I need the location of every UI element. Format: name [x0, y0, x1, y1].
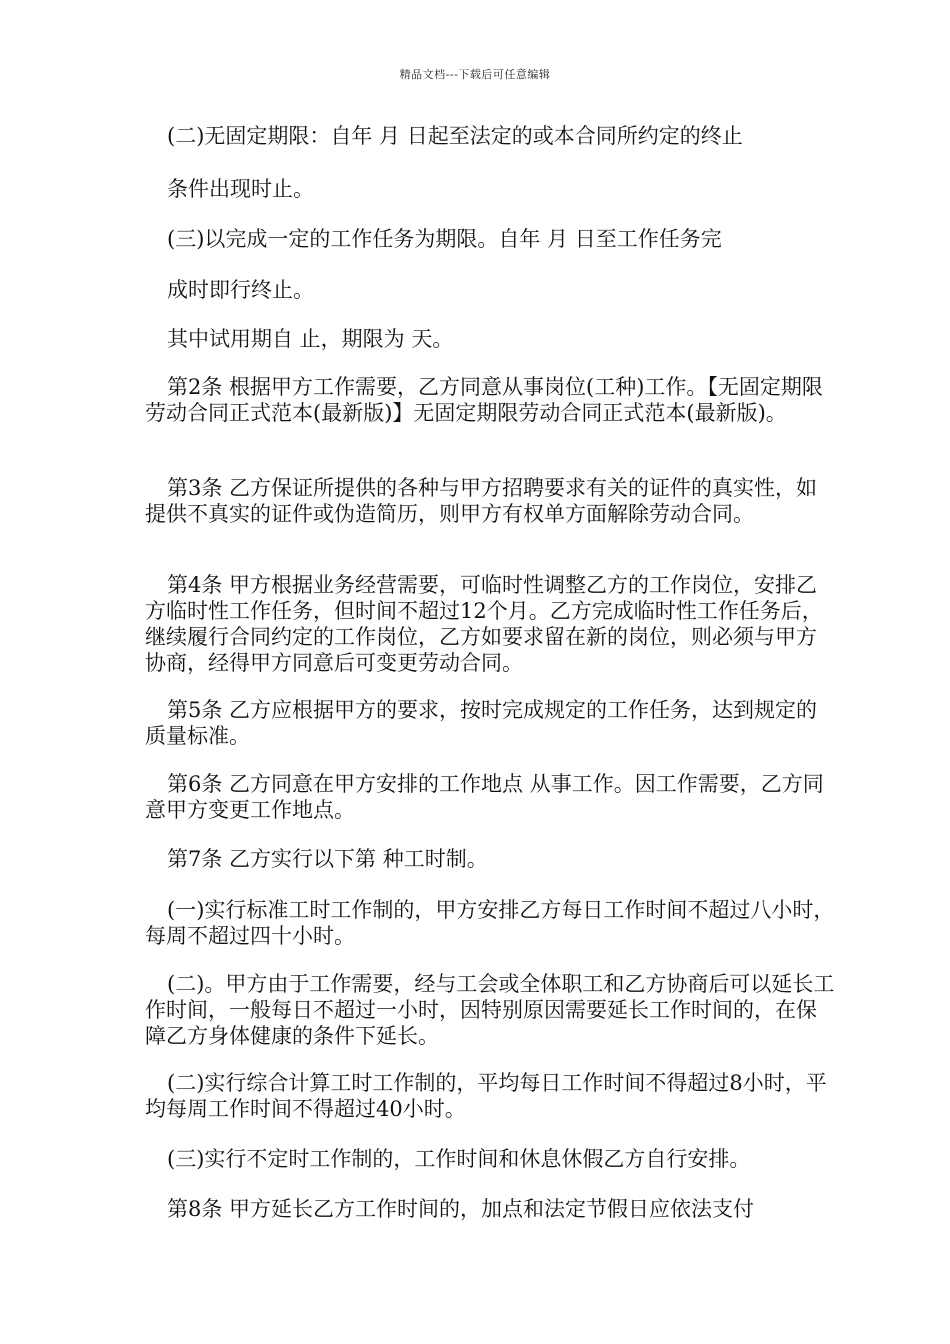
article-8: 第8条 甲方延长乙方工作时间的，加点和法定节假日应依法支付	[167, 1197, 755, 1221]
paragraph-term-indefinite-cont: 条件出现时止。	[167, 177, 314, 201]
paragraph-probation: 其中试用期自 止，期限为 天。	[167, 327, 454, 351]
article-5: 第5条 乙方应根据甲方的要求，按时完成规定的工作任务，达到规定的质量标准。	[145, 698, 818, 748]
article-3: 第3条 乙方保证所提供的各种与甲方招聘要求有关的证件的真实性，如提供不真实的证件或伪造简历，则甲方有权单方面解除劳动合同。	[145, 476, 818, 526]
page-header: 精品文档---下载后可任意编辑	[399, 68, 551, 81]
clause-flexible-hours: (三)实行不定时工作制的，工作时间和休息休假乙方自行安排。	[167, 1147, 751, 1171]
paragraph-term-task: (三)以完成一定的工作任务为期限。自年 月 日至工作任务完	[167, 227, 722, 251]
clause-overtime: (二)。甲方由于工作需要，经与工会或全体职工和乙方协商后可以延长工作时间，一般每日不超过一小时，因特别原因需要延长工作时间的，在保障乙方身体健康的条件下延长。	[145, 972, 835, 1048]
clause-comprehensive-hours: (二)实行综合计算工时工作制的，平均每日工作时间不得超过8小时，平均每周工作时间不得超过40小时。	[145, 1071, 827, 1121]
article-7: 第7条 乙方实行以下第 种工时制。	[167, 847, 488, 871]
article-4: 第4条 甲方根据业务经营需要，可临时性调整乙方的工作岗位，安排乙方临时性工作任务，但时间不超过12个月。乙方完成临时性工作任务后，继续履行合同约定的工作岗位，乙方如要求留在新的岗位，则必须与甲方协商，经得甲方同意后可变更劳动合同。	[145, 573, 823, 675]
article-6: 第6条 乙方同意在甲方安排的工作地点 从事工作。因工作需要，乙方同意甲方变更工作地点。	[145, 772, 824, 822]
paragraph-term-task-cont: 成时即行终止。	[167, 278, 314, 302]
clause-standard-hours: (一)实行标准工时工作制的，甲方安排乙方每日工作时间不超过八小时，每周不超过四十小时。	[145, 898, 835, 948]
paragraph-term-indefinite: (二)无固定期限：自年 月 日起至法定的或本合同所约定的终止	[167, 124, 743, 148]
article-2: 第2条 根据甲方工作需要，乙方同意从事岗位(工种)工作。【无固定期限劳动合同正式范本(最新版)】无固定期限劳动合同正式范本(最新版)。	[145, 375, 823, 425]
